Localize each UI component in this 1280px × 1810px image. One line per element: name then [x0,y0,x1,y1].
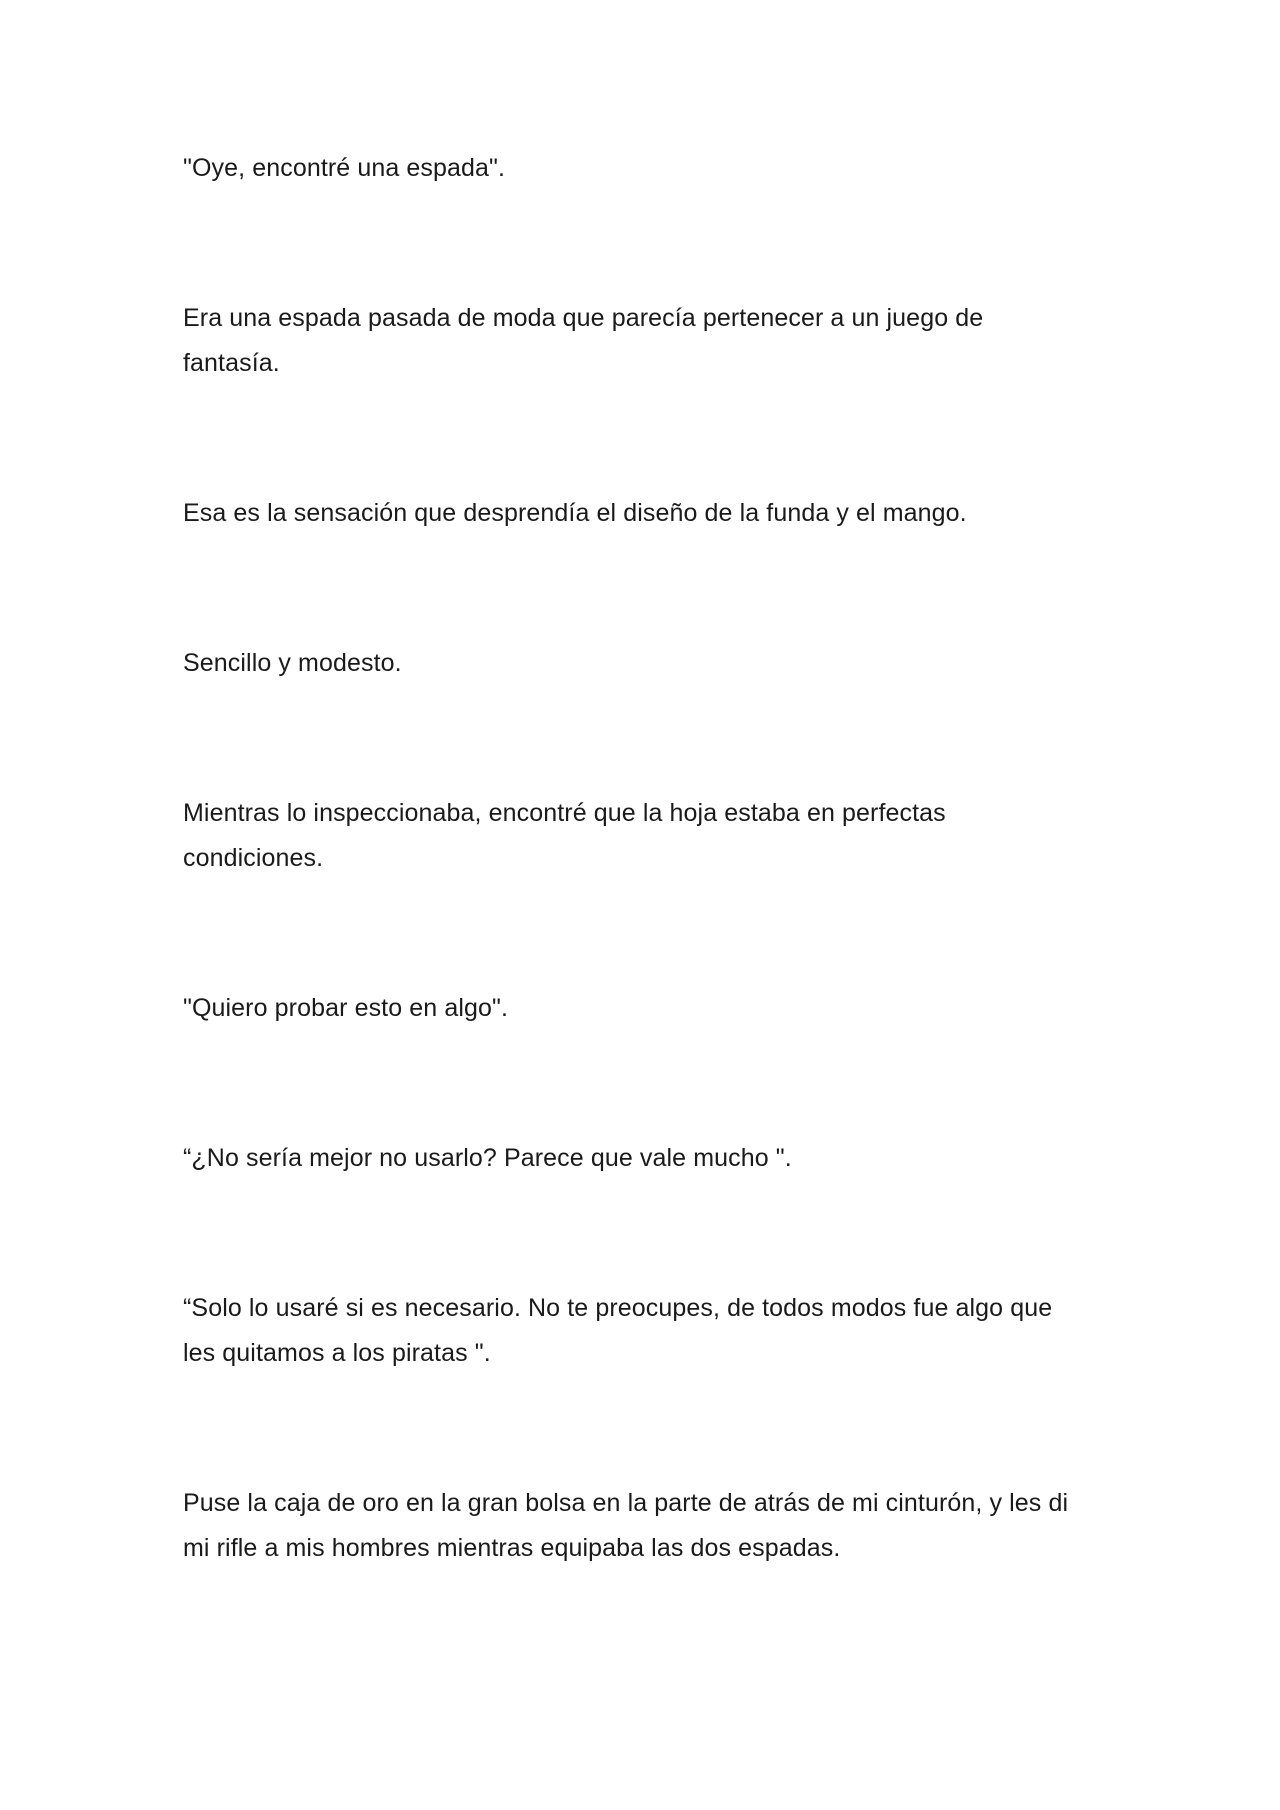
text-line: “Solo lo usaré si es necesario. No te preocupes, de todos modos fue algo que [183,1294,1053,1322]
text-line: "Oye, encontré una espada". [183,154,506,182]
text-line: "Quiero probar esto en algo". [183,994,509,1022]
text-line: mi rifle a mis hombres mientras equipaba las dos espadas. [183,1534,841,1562]
text-line: condiciones. [183,844,324,872]
paragraph [183,791,1103,881]
text-line: Esa es la sensación que desprendía el diseño de la funda y el mango. [183,499,967,527]
paragraph [183,1136,1103,1181]
paragraph [183,296,1103,386]
paragraph [183,1481,1103,1571]
text-line: Era una espada pasada de moda que parecía pertenecer a un juego de [183,304,984,332]
paragraph [183,146,1103,191]
paragraph [183,491,1103,536]
text-line: “¿No sería mejor no usarlo? Parece que vale mucho ". [183,1144,792,1172]
text-line: fantasía. [183,349,280,377]
text-line: les quitamos a los piratas ". [183,1339,491,1367]
paragraph [183,986,1103,1031]
paragraph [183,1286,1103,1376]
paragraph [183,641,1103,686]
text-line: Mientras lo inspeccionaba, encontré que la hoja estaba en perfectas [183,799,946,827]
text-line: Puse la caja de oro en la gran bolsa en la parte de atrás de mi cinturón, y les di [183,1489,1069,1517]
text-line: Sencillo y modesto. [183,649,402,677]
